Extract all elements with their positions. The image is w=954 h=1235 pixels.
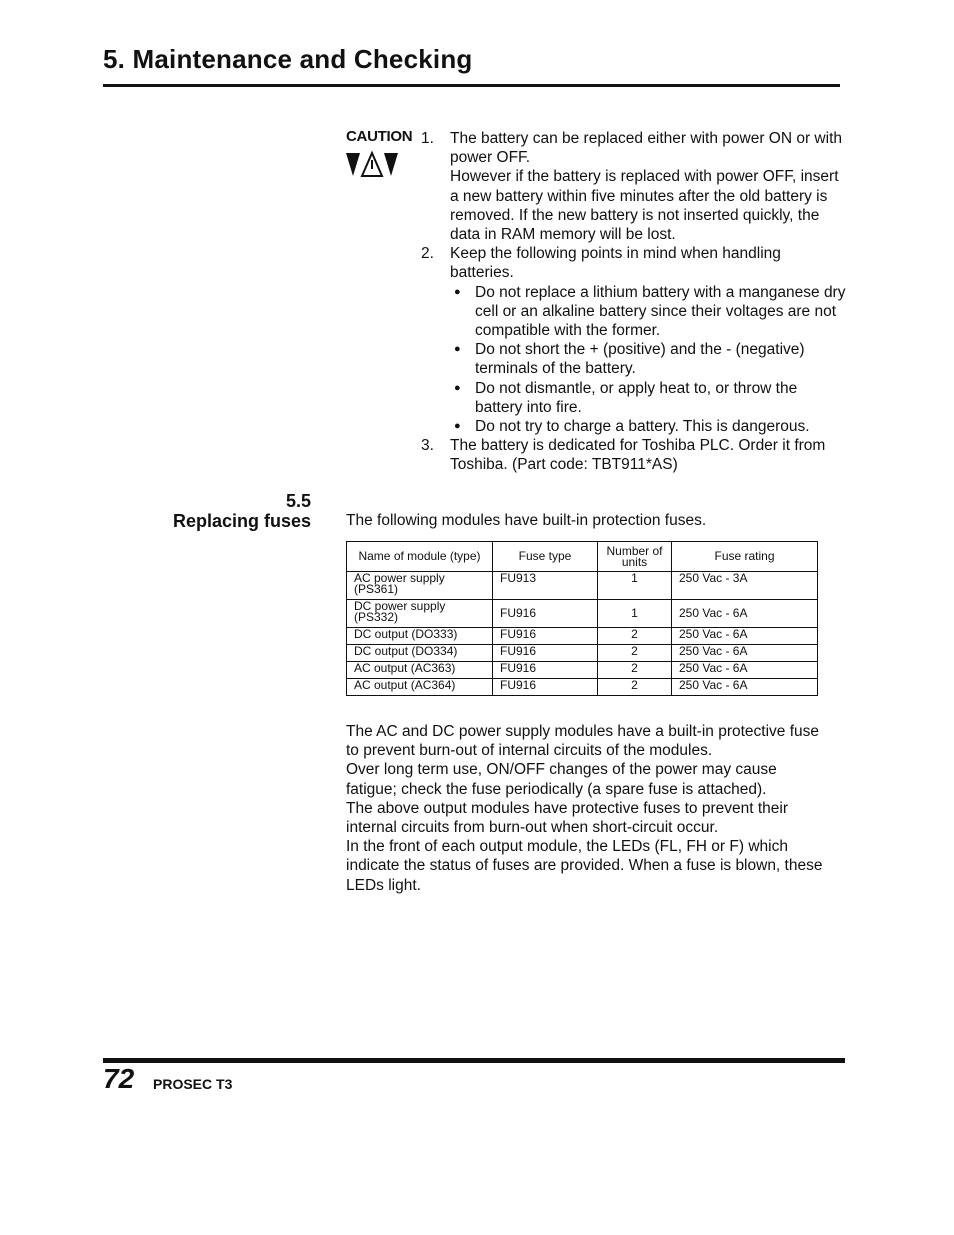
bullet-list <box>450 283 846 437</box>
item-text <box>450 244 846 436</box>
column-header: Name of module (type) <box>347 542 493 572</box>
table-cell: FU916 <box>493 645 598 662</box>
table-cell: 250 Vac - 6A <box>672 600 818 628</box>
page-header-title: 5. Maintenance and Checking <box>103 44 473 74</box>
table-cell: FU916 <box>493 628 598 645</box>
item-text <box>450 436 846 474</box>
bullet-text: Do not try to charge a battery. This is dangerous. <box>475 418 810 436</box>
column-header: Number of units <box>598 542 672 572</box>
bullet-dot-icon: ● <box>454 285 461 298</box>
page-number: 72 <box>103 1063 135 1094</box>
table-cell: 2 <box>598 628 672 645</box>
bullet-dot-icon: ● <box>454 343 461 356</box>
table-cell: 250 Vac - 6A <box>672 628 818 645</box>
body-text <box>346 722 826 895</box>
bullet-dot-icon: ● <box>454 381 461 394</box>
table-cell: AC output (AC364) <box>347 679 493 696</box>
body-paragraph: The above output modules have protective fuses to prevent their internal circuits from burn-out when short-circuit occur. <box>346 799 789 837</box>
footer-rule <box>103 1058 845 1063</box>
table-row <box>347 572 818 600</box>
item-paragraph: The battery is dedicated for Toshiba PLC. Order it from Toshiba. (Part code: TBT911*AS) <box>450 437 826 474</box>
caution-item-3 <box>421 436 846 474</box>
bullet-text: Do not dismantle, or apply heat to, or throw the battery into fire. <box>475 379 798 416</box>
table-cell: FU916 <box>493 662 598 679</box>
body-paragraph: The AC and DC power supply modules have a built-in protective fuse to prevent burn-out of internal circuits of the modules. <box>346 723 819 760</box>
item-paragraph: Keep the following points in mind when handling batteries. <box>450 245 781 282</box>
item-paragraph: However if the battery is replaced with power OFF, insert a new battery within five minutes after the old battery is removed. If the new battery is not inserted quickly, the data in RAM memory will be lost. <box>450 168 839 244</box>
item-number: 2. <box>421 245 434 263</box>
item-paragraph: The battery can be replaced either with power ON or with power OFF. <box>450 130 842 167</box>
table-row <box>347 645 818 662</box>
item-number: 1. <box>421 130 434 147</box>
product-name: PROSEC T3 <box>153 1076 233 1092</box>
table-header-row <box>347 542 818 572</box>
table-cell: 1 <box>598 572 672 600</box>
table-cell: FU916 <box>493 600 598 628</box>
table-cell: 250 Vac - 6A <box>672 679 818 696</box>
header-rule <box>103 84 840 87</box>
fuse-table <box>346 541 818 696</box>
table-cell: DC output (DO334) <box>347 645 493 662</box>
table-cell: 250 Vac - 6A <box>672 645 818 662</box>
table-cell: 1 <box>598 600 672 628</box>
caution-item-1 <box>421 129 846 244</box>
column-header: Fuse rating <box>672 542 818 572</box>
bullet-item <box>450 379 846 417</box>
table-cell: 2 <box>598 645 672 662</box>
bullet-item <box>450 283 846 341</box>
table-cell: AC power supply (PS361) <box>347 572 493 600</box>
table-cell: DC power supply (PS332) <box>347 600 493 628</box>
item-text <box>450 129 846 244</box>
table-cell: FU916 <box>493 679 598 696</box>
table-row <box>347 679 818 696</box>
table-cell: 2 <box>598 662 672 679</box>
bullet-dot-icon: ● <box>454 420 461 433</box>
section-title: Replacing fuses <box>173 511 312 531</box>
table-cell: AC output (AC363) <box>347 662 493 679</box>
bullet-item <box>450 417 846 436</box>
caution-list <box>421 129 846 475</box>
table-cell: 250 Vac - 6A <box>672 662 818 679</box>
caution-item-2 <box>421 244 846 436</box>
caution-label: CAUTION <box>346 128 413 145</box>
section-number: 5.5 <box>286 491 312 511</box>
body-paragraph: Over long term use, ON/OFF changes of the power may cause fatigue; check the fuse periodically (a spare fuse is attached). <box>346 761 777 798</box>
body-paragraph: In the front of each output module, the LEDs (FL, FH or F) which indicate the status of fuses are provided. When a fuse is blown, these LEDs light. <box>346 838 823 894</box>
bullet-item <box>450 340 846 378</box>
table-cell: DC output (DO333) <box>347 628 493 645</box>
column-header: Fuse type <box>493 542 598 572</box>
table-cell: 2 <box>598 679 672 696</box>
table-cell: 250 Vac - 3A <box>672 572 818 600</box>
caution-warning-icon <box>346 150 398 178</box>
table-cell: FU913 <box>493 572 598 600</box>
section-intro: The following modules have built-in protection fuses. <box>346 512 707 529</box>
bullet-text: Do not short the + (positive) and the - (negative) terminals of the battery. <box>475 341 805 378</box>
bullet-text: Do not replace a lithium battery with a manganese dry cell or an alkaline battery since their voltages are not compatible with the former. <box>475 283 846 340</box>
table-row <box>347 628 818 645</box>
table-row <box>347 662 818 679</box>
caution-block <box>346 128 412 145</box>
table-row <box>347 600 818 628</box>
item-number: 3. <box>421 437 434 455</box>
